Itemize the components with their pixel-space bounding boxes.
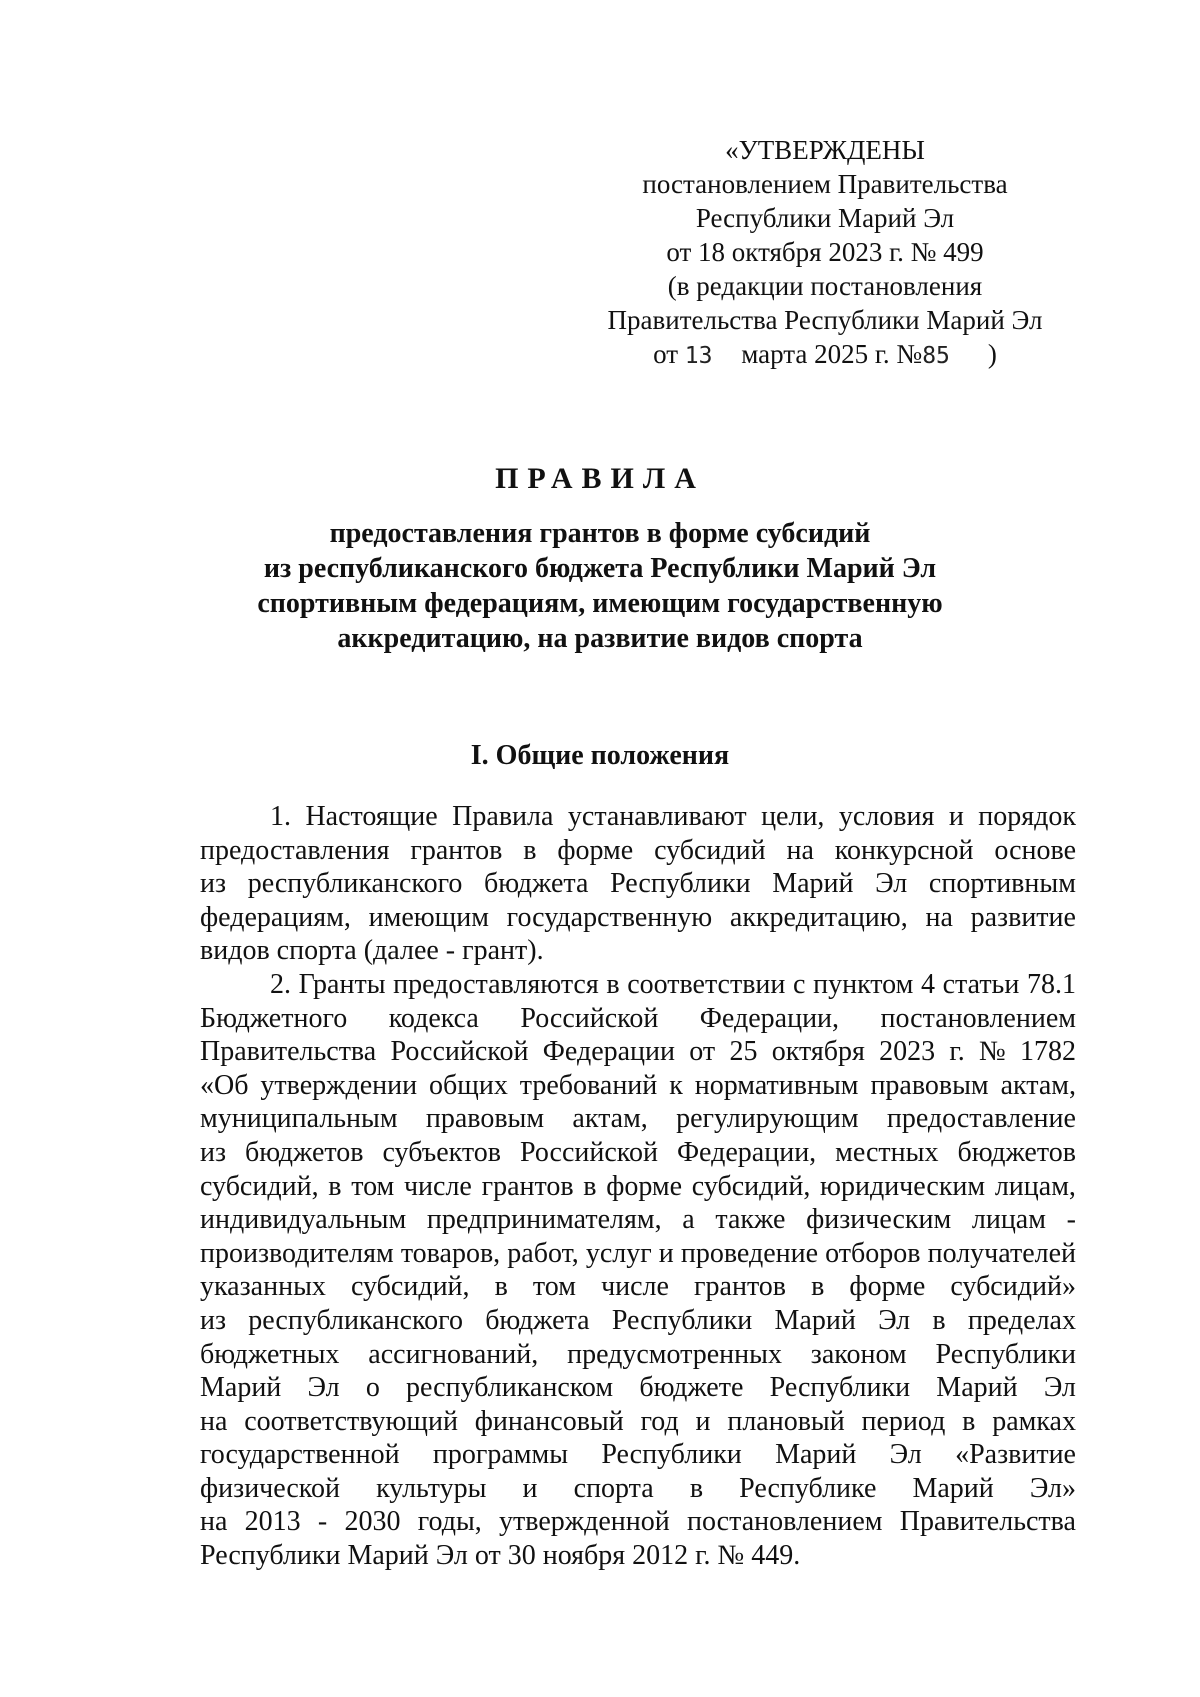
word: Республики	[611, 1304, 753, 1336]
word: пределах	[967, 1304, 1076, 1336]
word: бюджетных	[200, 1338, 340, 1370]
word: Республики	[610, 868, 751, 900]
word: Гранты	[298, 968, 386, 1000]
word: указанных	[200, 1271, 326, 1303]
word: и	[658, 1237, 674, 1269]
word: «Развитие	[955, 1439, 1076, 1471]
word: годы,	[417, 1506, 482, 1538]
word: Эл	[307, 1372, 340, 1404]
word: порядок	[978, 801, 1076, 832]
approval-line-resolution: постановлением Правительства	[642, 169, 1008, 199]
word: предусмотренных	[567, 1338, 782, 1370]
word: бюджета	[485, 1304, 590, 1336]
word: 25	[729, 1036, 758, 1068]
word: государственной	[200, 1439, 400, 1471]
word: нормативным	[694, 1069, 859, 1101]
approval-line-approved: «УТВЕРЖДЕНЫ	[725, 135, 925, 165]
word: 1.	[270, 801, 291, 832]
paragraph-1-line	[200, 901, 1076, 935]
word: программы	[432, 1439, 569, 1471]
word: Марий	[772, 868, 854, 900]
word: плановый	[727, 1405, 845, 1437]
word: субсидий,	[350, 1271, 470, 1303]
word: предпринимателям,	[426, 1204, 662, 1236]
word: из	[200, 1136, 227, 1168]
word: цели,	[761, 801, 825, 832]
word: грантов	[481, 1170, 574, 1202]
word: грантов	[694, 1271, 787, 1303]
word: в	[494, 1271, 508, 1303]
subtitle-line: предоставления грантов в форме субсидий	[329, 518, 871, 549]
word: а	[682, 1204, 695, 1236]
word: бюджета	[484, 868, 589, 900]
word: утвержденной	[499, 1506, 670, 1538]
approval-line-republic: Республики Марий Эл	[695, 203, 955, 233]
word: грантов	[410, 834, 503, 866]
word: в	[689, 1472, 704, 1504]
word: 2023	[879, 1036, 936, 1068]
word: г.	[949, 1036, 965, 1068]
body-text	[200, 800, 1076, 1573]
word: период	[861, 1405, 946, 1437]
word: условия	[838, 801, 935, 832]
word: правовым	[425, 1103, 545, 1135]
document-subtitle	[200, 516, 1000, 656]
word: предоставление	[886, 1103, 1076, 1135]
word: общих	[429, 1069, 508, 1101]
word: законом	[810, 1338, 907, 1370]
word: и	[522, 1472, 538, 1504]
word: 78.1	[1026, 968, 1076, 1000]
word: бюджетов	[957, 1136, 1076, 1168]
paragraph-2-line	[200, 1371, 1076, 1405]
paragraph-2-line	[200, 1170, 1076, 1204]
word: Эл	[1043, 1372, 1076, 1404]
paragraph-2-line	[200, 1203, 1076, 1237]
word: субсидий	[654, 834, 766, 866]
word: кодекса	[388, 1002, 479, 1034]
word: конкурсной	[834, 834, 974, 866]
word: устанавливают	[567, 801, 747, 832]
paragraph-2-line	[200, 1304, 1076, 1338]
word: Республики	[769, 1372, 911, 1404]
word: в	[328, 1170, 342, 1202]
word: физической	[200, 1472, 340, 1504]
word: форме	[606, 1170, 683, 1202]
word: постановлением	[687, 1506, 883, 1538]
word: спортивным	[928, 868, 1076, 900]
word: в	[583, 1170, 597, 1202]
word: местных	[835, 1136, 939, 1168]
paragraph-2-line	[200, 968, 1076, 1002]
word: финансовый	[474, 1405, 624, 1437]
paragraph-2-line: Республики Марий Эл от 30 ноября 2012 г. № 449.	[200, 1540, 801, 1572]
approval-block	[580, 133, 1070, 373]
word: на	[200, 1405, 228, 1437]
word: Республики	[935, 1338, 1076, 1370]
word: Марий	[774, 1304, 856, 1336]
word: в	[932, 1304, 946, 1336]
word: 2013	[244, 1506, 301, 1538]
word: Правительства	[899, 1506, 1076, 1538]
word: Эл	[875, 868, 908, 900]
word: Федерации,	[699, 1002, 840, 1034]
word: юридическим	[820, 1170, 986, 1202]
word: Федерации	[542, 1036, 675, 1068]
word: от	[689, 1036, 716, 1068]
word: субсидий,	[691, 1170, 811, 1202]
word: в	[606, 968, 620, 1000]
subtitle-line: спортивным федерациям, имеющим государственную	[257, 588, 943, 619]
word: отборов	[825, 1237, 921, 1269]
word: из	[200, 1304, 227, 1336]
word: утверждении	[260, 1069, 418, 1101]
word: индивидуальным	[200, 1204, 407, 1236]
word: октября	[771, 1036, 865, 1068]
word: лицам,	[994, 1170, 1076, 1202]
word: развитие	[970, 901, 1076, 933]
word: спорта	[573, 1472, 654, 1504]
word: получателей	[927, 1237, 1076, 1269]
word: год	[640, 1405, 679, 1437]
word: Эл	[878, 1304, 911, 1336]
paragraph-1-line: видов спорта (далее - грант).	[200, 935, 544, 967]
word: физическим	[806, 1204, 952, 1236]
revision-month-year: марта 2025 г. №	[741, 339, 923, 369]
word: с	[793, 968, 806, 1000]
word: Настоящие	[305, 801, 438, 832]
word: субсидий»	[950, 1271, 1076, 1303]
word: числе	[403, 1170, 472, 1202]
paragraph-2-line	[200, 1035, 1076, 1069]
word: «Об	[200, 1069, 249, 1101]
word: услуг	[585, 1237, 652, 1269]
word: к	[669, 1069, 683, 1101]
word: из	[200, 868, 227, 900]
word: субъектов	[382, 1136, 501, 1168]
word: Российской	[520, 1002, 659, 1034]
paragraph-2-line	[200, 1237, 1076, 1271]
revision-close: )	[987, 339, 997, 369]
word: предоставления	[200, 834, 390, 866]
word: в	[962, 1405, 976, 1437]
paragraph-2-line	[200, 1505, 1076, 1539]
word: 4	[920, 968, 935, 1000]
word: республиканского	[248, 1304, 463, 1336]
word: числе	[601, 1271, 669, 1303]
word: основе	[994, 834, 1076, 866]
word: Правила	[452, 801, 554, 832]
word: -	[317, 1506, 328, 1538]
revision-number: 85	[922, 343, 950, 369]
paragraph-2-line	[200, 1472, 1076, 1506]
approval-line-date: от 18 октября 2023 г. № 499	[666, 237, 984, 267]
word: бюджетов	[245, 1136, 364, 1168]
word: 2.	[270, 968, 291, 1000]
word: также	[715, 1204, 786, 1236]
approval-line-revision: (в редакции постановления	[667, 271, 983, 301]
revision-day: 13	[684, 343, 713, 369]
word: -	[1066, 1204, 1076, 1236]
word: и	[695, 1405, 711, 1437]
paragraph-1-line	[200, 800, 1076, 834]
word: Марий	[936, 1372, 1018, 1404]
word: в	[523, 834, 537, 866]
section-heading: I. Общие положения	[470, 740, 730, 771]
word: форме	[557, 834, 634, 866]
word: постановлением	[880, 1002, 1076, 1034]
word: культуры	[376, 1472, 487, 1504]
word: Российской	[519, 1136, 658, 1168]
word: аккредитацию,	[729, 901, 908, 933]
paragraph-1-line	[200, 867, 1076, 901]
word: требований	[519, 1069, 658, 1101]
subtitle-line: из республиканского бюджета Республики Марий Эл	[263, 553, 937, 584]
word: муниципальным	[200, 1103, 398, 1135]
word: Бюджетного	[200, 1002, 348, 1034]
word: бюджете	[639, 1372, 744, 1404]
paragraph-2-line	[200, 1270, 1076, 1304]
word: 1782	[1020, 1036, 1076, 1068]
word: актам,	[1000, 1069, 1076, 1101]
revision-from: от	[653, 339, 679, 369]
word: ассигнований,	[368, 1338, 539, 1370]
word: пунктом	[813, 968, 914, 1000]
word: правовым	[870, 1069, 989, 1101]
word: Российской	[390, 1036, 529, 1068]
word: федерациям,	[200, 901, 351, 933]
word: №	[979, 1036, 1006, 1068]
word: соответствии	[627, 968, 786, 1000]
paragraph-2-line	[200, 1338, 1076, 1372]
word: том	[532, 1271, 576, 1303]
word: Эл»	[1029, 1472, 1076, 1504]
word: государственную	[506, 901, 713, 933]
paragraph-1-line	[200, 834, 1076, 868]
subtitle-line: аккредитацию, на развитие видов спорта	[337, 623, 863, 654]
word: рамках	[992, 1405, 1076, 1437]
word: Эл	[889, 1439, 922, 1471]
word: на	[200, 1506, 228, 1538]
word: Республике	[739, 1472, 877, 1504]
word: и	[948, 801, 964, 832]
word: производителям	[200, 1237, 394, 1269]
approval-line-revision-date	[580, 337, 1070, 373]
paragraph-2-line	[200, 1405, 1076, 1439]
word: регулирующим	[676, 1103, 859, 1135]
approval-line-government: Правительства Республики Марий Эл	[607, 305, 1043, 335]
word: работ,	[507, 1237, 579, 1269]
word: соответствующий	[244, 1405, 458, 1437]
word: проведение	[680, 1237, 819, 1269]
word: том	[351, 1170, 395, 1202]
word: предоставляются	[393, 968, 599, 1000]
word: о	[365, 1372, 380, 1404]
paragraph-2-line	[200, 1136, 1076, 1170]
paragraph-2-line	[200, 1102, 1076, 1136]
word: на	[786, 834, 814, 866]
word: актам,	[572, 1103, 648, 1135]
word: товаров,	[400, 1237, 501, 1269]
document-title: ПРАВИЛА	[495, 462, 705, 495]
word: форме	[849, 1271, 926, 1303]
word: 2030	[344, 1506, 401, 1538]
word: Марий	[775, 1439, 857, 1471]
paragraph-2-line	[200, 1438, 1076, 1472]
word: статьи	[942, 968, 1020, 1000]
paragraph-2-line	[200, 1069, 1076, 1103]
word: республиканского	[247, 868, 463, 900]
word: лицам	[971, 1204, 1046, 1236]
word: Республики	[601, 1439, 742, 1471]
word: имеющим	[368, 901, 489, 933]
word: Правительства	[200, 1036, 377, 1068]
word: республиканском	[406, 1372, 614, 1404]
word: Федерации,	[676, 1136, 817, 1168]
word: в	[811, 1271, 825, 1303]
paragraph-2-line	[200, 1002, 1076, 1036]
word: Марий	[912, 1472, 994, 1504]
word: Марий	[200, 1372, 282, 1404]
word: на	[925, 901, 953, 933]
word: субсидий,	[200, 1170, 319, 1202]
